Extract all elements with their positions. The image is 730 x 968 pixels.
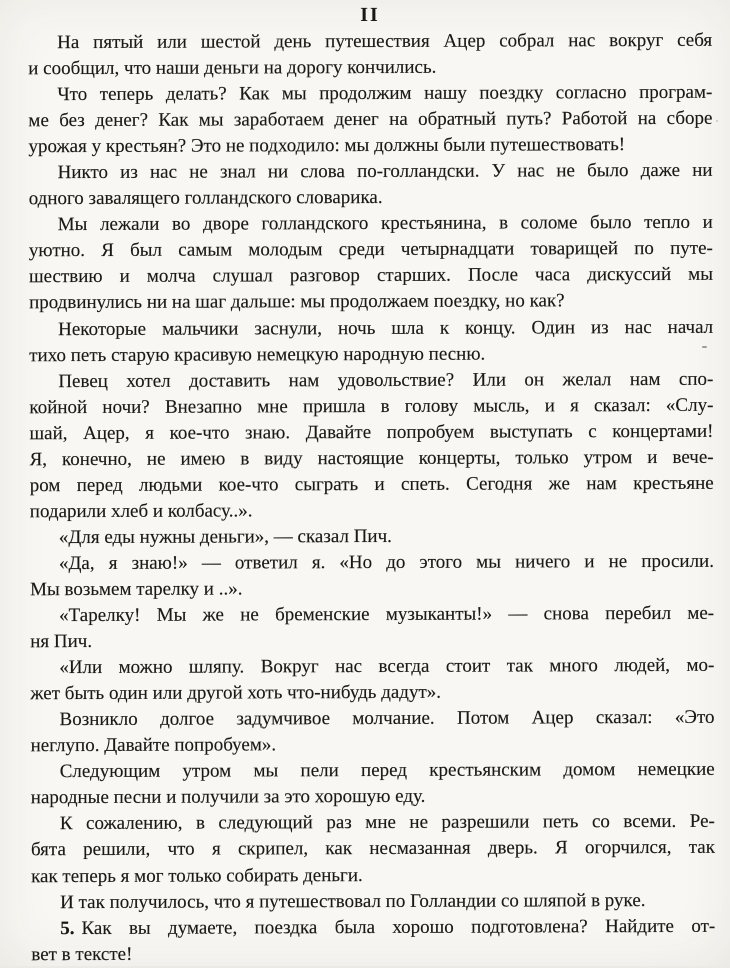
paragraph [30,705,714,759]
text-line: К сожалению, в следующий раз мне не разрешили петь со всеми. Ре- [59,811,715,835]
paragraph [28,80,712,161]
text-line: продвинулись ни на шаг дальше: мы продолжаем поездку, но как? [29,290,565,314]
text-line [31,913,715,941]
paragraph [29,366,714,525]
paragraph [31,887,715,915]
task-number: 5. [60,917,75,939]
text-line: вет в тексте! [31,943,133,965]
text-line: Мы возьмем тарелку и ..». [30,578,243,601]
text-line: уютно. Я был самым молодым среди четырнадцати товарищей по путе- [28,238,713,262]
paragraph [31,913,715,967]
paragraph [31,757,715,811]
paragraph [31,809,715,890]
section-title: II [360,3,380,27]
text-line: народные песни и получили за это хорошую еду. [30,786,426,809]
text-line: На пятый или шестой день путешествия Ацер собрал нас вокруг себя [57,29,713,54]
page-content [28,2,715,968]
text-line: Певец хотел доставить нам удовольствие? Или он желал нам спо- [58,368,714,392]
paragraph [28,28,712,82]
text-line: «Тарелку! Мы же не бременские музыканты!» — снова перебил ме- [59,602,715,627]
text-line: шествию и молча слушал разговор старших. После часа дискуссий мы [28,264,713,288]
text-line: «Или можно шляпу. Вокруг нас всегда стоит так много людей, мо- [59,654,715,679]
text-line: одного завалящего голландского словарика. [28,187,383,210]
paragraph [30,653,714,707]
text-line: Возникло долгое задумчивое молчание. Потом Ацер сказал: «Это [59,707,715,731]
text-line: урожая у крестьян? Это не подходило: мы должны были путешествовать! [28,134,626,158]
text-line: ром перед людьми кое-что сыграть и спеть. Сегодня же нам крестьяне [29,472,714,496]
text-line: И так получилось, что я путешествовал по Голландии со шляпой в руке. [60,889,646,913]
text-line: подарили хлеб и колбасу..». [29,500,253,523]
text-line: бята решили, что я скрипел, как несмазанная дверь. Я огорчился, так [30,837,715,861]
text-line: ме без денег? Как мы заработаем денег на обратный путь? Работой на сборе [28,107,713,132]
text-line: Некоторые мальчики заснули, ночь шла к концу. Один из нас начал [58,316,714,340]
text-line: жет быть один или другой хоть что-нибудь дадут». [30,681,442,705]
scan-speck [716,120,718,122]
text-line: «Для еды нужны деньги», — сказал Пич. [58,525,392,548]
text-line: как теперь я мог только собирать деньги. [31,864,363,887]
page-text [28,28,715,968]
text-line: тихо петь старую красивую немецкую народную песню. [29,343,486,366]
text-line: ня Пич. [30,631,93,653]
text-line: койной ночи? Внезапно мне пришла в голову мысль, и я сказал: «Слу- [29,394,714,418]
text-line: Следующим утром мы пели перед крестьянским домом немецкие [59,759,715,783]
paragraph [30,549,714,603]
paragraph [29,314,713,368]
text-line: шай, Ацер, я кое-что знаю. Давайте попробуем выступать с концертами! [29,420,714,444]
text-line: неглупо. Давайте попробуем». [30,734,277,757]
text-line: Никто из нас не знал ни слова по-голландски. У нас не было даже ни [57,160,713,184]
text-line: Я, конечно, не имею в виду настоящие концерты, только утром и вече- [29,446,714,470]
text-line: «Да, я знаю!» — ответил я. «Но до этого мы ничего и не просили. [58,550,714,575]
paragraph [29,210,713,317]
text-line-content: Как вы думаете, поездка была хорошо подготовлена? Найдите от- [81,915,716,939]
paragraph [30,523,714,551]
text-line: Что теперь делать? Как мы продолжим нашу поездку согласно програм- [57,81,713,106]
text-line: и сообщил, что наши деньги на дорогу кончились. [28,56,437,80]
text-line: Мы лежали во дворе голландского крестьянина, в соломе было тепло и [57,212,713,236]
paragraph [29,158,713,212]
paragraph [30,601,714,655]
